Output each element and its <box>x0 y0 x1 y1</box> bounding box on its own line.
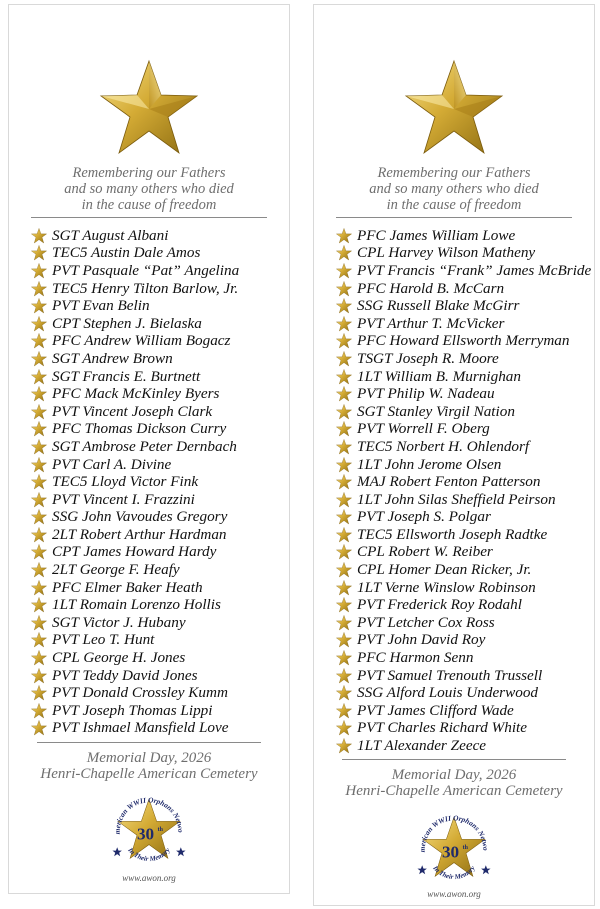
footer <box>314 767 594 799</box>
name-list <box>31 227 285 737</box>
list-item <box>31 509 285 527</box>
small-gold-star-icon <box>31 369 47 385</box>
honoree-name: 2LT Robert Arthur Hardman <box>52 525 227 543</box>
honoree-name: TEC5 Norbert H. Ohlendorf <box>357 437 530 455</box>
small-gold-star-icon <box>31 351 47 367</box>
small-gold-star-icon <box>31 333 47 349</box>
honoree-name: MAJ Robert Fenton Patterson <box>357 473 541 491</box>
honoree-name: SGT August Albani <box>52 226 169 244</box>
small-gold-star-icon <box>336 597 352 613</box>
small-gold-star-icon <box>336 228 352 244</box>
honoree-name: 1LT William B. Murnighan <box>357 367 521 385</box>
divider <box>342 759 566 760</box>
honoree-name: PVT Joseph Thomas Lippi <box>52 701 213 719</box>
list-item <box>31 720 285 738</box>
small-gold-star-icon <box>31 668 47 684</box>
list-item <box>336 579 590 597</box>
small-gold-star-icon <box>31 720 47 736</box>
honoree-name: PVT Donald Crossley Kumm <box>52 684 228 702</box>
footer-line: Henri-Chapelle American Cemetery <box>345 783 563 799</box>
list-item <box>31 702 285 720</box>
honoree-name: CPT James Howard Hardy <box>52 543 217 561</box>
honoree-name: PFC Andrew William Bogacz <box>52 332 231 350</box>
honoree-name: SGT Andrew Brown <box>52 349 173 367</box>
honoree-name: PVT Worrell F. Oberg <box>357 420 490 438</box>
list-item <box>31 456 285 474</box>
list-item <box>31 403 285 421</box>
tagline-line: Remembering our Fathers <box>72 165 226 181</box>
list-item <box>336 473 590 491</box>
website-url: www.awon.org <box>122 873 176 883</box>
seal-bottom-text: In Their Memory <box>126 846 172 864</box>
honoree-name: CPL Robert W. Reiber <box>357 543 493 561</box>
tagline-line: and so many others who died <box>64 181 234 197</box>
name-list <box>336 227 590 755</box>
honoree-name: PVT Charles Richard White <box>357 719 528 737</box>
honoree-name: TEC5 Ellsworth Joseph Radtke <box>357 525 548 543</box>
small-gold-star-icon <box>31 597 47 613</box>
honoree-name: PVT John David Roy <box>357 631 486 649</box>
small-gold-star-icon <box>336 333 352 349</box>
list-item <box>31 227 285 245</box>
small-gold-star-icon <box>336 703 352 719</box>
small-gold-star-icon <box>31 650 47 666</box>
divider <box>37 742 261 743</box>
honoree-name: PVT Letcher Cox Ross <box>357 613 495 631</box>
list-item <box>31 280 285 298</box>
honoree-name: PVT Ishmael Mansfield Love <box>52 719 229 737</box>
list-item <box>31 350 285 368</box>
small-gold-star-icon <box>336 562 352 578</box>
honoree-name: SGT Victor J. Hubany <box>52 613 186 631</box>
list-item <box>31 438 285 456</box>
list-item <box>336 297 590 315</box>
tagline-line: in the cause of freedom <box>386 197 522 213</box>
honoree-name: PVT Frederick Roy Rodahl <box>357 596 522 614</box>
small-gold-star-icon <box>31 404 47 420</box>
small-gold-star-icon <box>31 509 47 525</box>
small-gold-star-icon <box>336 351 352 367</box>
list-item <box>336 385 590 403</box>
footer-line: Memorial Day, 2026 <box>391 767 517 783</box>
honoree-name: SGT Francis E. Burtnett <box>52 367 201 385</box>
small-gold-star-icon <box>336 720 352 736</box>
small-gold-star-icon <box>31 474 47 490</box>
footer-line: Henri-Chapelle American Cemetery <box>40 766 258 782</box>
list-item <box>336 315 590 333</box>
small-gold-star-icon <box>336 298 352 314</box>
list-item <box>336 737 590 755</box>
honoree-name: PVT Samuel Trenouth Trussell <box>357 666 543 684</box>
tagline-line: Remembering our Fathers <box>377 165 531 181</box>
honoree-name: PFC James William Lowe <box>357 226 516 244</box>
list-item <box>31 385 285 403</box>
seal-number-suffix: th <box>462 844 468 851</box>
tagline-line: in the cause of freedom <box>81 197 217 213</box>
footer-line: Memorial Day, 2026 <box>86 750 212 766</box>
gold-star-icon <box>99 59 199 155</box>
small-gold-star-icon <box>336 527 352 543</box>
awon-logo <box>106 787 192 873</box>
honoree-name: SGT Stanley Virgil Nation <box>357 402 515 420</box>
list-item <box>336 456 590 474</box>
honoree-name: PFC Elmer Baker Heath <box>52 578 203 596</box>
small-gold-star-icon <box>31 457 47 473</box>
honoree-name: PVT Francis “Frank” James McBride <box>357 261 592 279</box>
honoree-name: 1LT John Silas Sheffield Peirson <box>357 490 556 508</box>
list-item <box>336 720 590 738</box>
list-item <box>336 491 590 509</box>
small-gold-star-icon <box>31 632 47 648</box>
honoree-name: PVT Teddy David Jones <box>52 666 198 684</box>
honoree-name: PVT Pasquale “Pat” Angelina <box>52 261 240 279</box>
honoree-name: 1LT Romain Lorenzo Hollis <box>52 596 221 614</box>
honoree-name: PFC Howard Ellsworth Merryman <box>357 332 570 350</box>
honoree-name: PVT Arthur T. McVicker <box>357 314 505 332</box>
small-gold-star-icon <box>31 703 47 719</box>
tagline <box>314 165 594 213</box>
honoree-name: PVT Evan Belin <box>52 297 150 315</box>
small-gold-star-icon <box>336 369 352 385</box>
small-gold-star-icon <box>336 457 352 473</box>
honoree-name: 1LT John Jerome Olsen <box>357 455 502 473</box>
small-gold-star-icon <box>336 632 352 648</box>
small-gold-star-icon <box>31 580 47 596</box>
list-item <box>336 632 590 650</box>
small-gold-star-icon <box>336 386 352 402</box>
list-item <box>336 280 590 298</box>
small-gold-star-icon <box>336 245 352 261</box>
left-bookmark-card <box>8 4 290 894</box>
small-gold-star-icon <box>31 615 47 631</box>
honoree-name: 1LT Verne Winslow Robinson <box>357 578 536 596</box>
gold-star-icon <box>404 59 504 155</box>
seal-number-suffix: th <box>157 826 163 833</box>
list-item <box>31 579 285 597</box>
honoree-name: PVT Carl A. Divine <box>52 455 172 473</box>
small-gold-star-icon <box>336 404 352 420</box>
right-bookmark-card <box>313 4 595 906</box>
small-gold-star-icon <box>336 685 352 701</box>
small-gold-star-icon <box>336 650 352 666</box>
small-gold-star-icon <box>336 668 352 684</box>
list-item <box>31 333 285 351</box>
seal-bottom-text: In Their Memory <box>431 864 477 882</box>
list-item <box>336 227 590 245</box>
list-item <box>336 614 590 632</box>
small-gold-star-icon <box>31 316 47 332</box>
list-item <box>336 262 590 280</box>
list-item <box>336 544 590 562</box>
small-gold-star-icon <box>31 439 47 455</box>
honoree-name: 1LT Alexander Zeece <box>357 737 487 755</box>
small-gold-star-icon <box>336 580 352 596</box>
small-gold-star-icon <box>336 439 352 455</box>
honoree-name: TEC5 Henry Tilton Barlow, Jr. <box>52 279 239 297</box>
website-url: www.awon.org <box>427 889 481 899</box>
honoree-name: PVT James Clifford Wade <box>357 701 514 719</box>
honoree-name: PVT Philip W. Nadeau <box>357 385 495 403</box>
honoree-name: PFC Harmon Senn <box>357 649 474 667</box>
small-gold-star-icon <box>336 263 352 279</box>
small-gold-star-icon <box>336 615 352 631</box>
awon-seal-graphic <box>106 787 192 873</box>
honoree-name: PFC Mack McKinley Byers <box>52 385 220 403</box>
list-item <box>31 596 285 614</box>
honoree-name: CPT Stephen J. Bielaska <box>52 314 202 332</box>
small-gold-star-icon <box>336 421 352 437</box>
list-item <box>31 368 285 386</box>
honoree-name: CPL Harvey Wilson Matheny <box>357 244 536 262</box>
small-gold-star-icon <box>336 474 352 490</box>
list-item <box>31 421 285 439</box>
small-gold-star-icon <box>31 245 47 261</box>
footer <box>9 750 289 782</box>
list-item <box>31 667 285 685</box>
small-gold-star-icon <box>31 298 47 314</box>
small-gold-star-icon <box>336 492 352 508</box>
list-item <box>336 649 590 667</box>
small-gold-star-icon <box>31 562 47 578</box>
small-gold-star-icon <box>31 527 47 543</box>
small-gold-star-icon <box>336 281 352 297</box>
tagline-line: and so many others who died <box>369 181 539 197</box>
honoree-name: PFC Harold B. McCarn <box>357 279 505 297</box>
list-item <box>31 315 285 333</box>
seal-top-text: merican WWII Orphans Netwo <box>112 795 186 835</box>
awon-logo <box>411 805 497 891</box>
honoree-name: CPL Homer Dean Ricker, Jr. <box>357 561 532 579</box>
list-item <box>336 438 590 456</box>
list-item <box>336 702 590 720</box>
small-gold-star-icon <box>336 738 352 754</box>
list-item <box>31 526 285 544</box>
honoree-name: CPL George H. Jones <box>52 649 186 667</box>
small-gold-star-icon <box>336 316 352 332</box>
list-item <box>31 473 285 491</box>
list-item <box>31 561 285 579</box>
divider <box>31 217 267 218</box>
list-item <box>31 684 285 702</box>
seal-number: 30 <box>136 824 155 844</box>
honoree-name: TEC5 Austin Dale Amos <box>52 244 201 262</box>
list-item <box>31 544 285 562</box>
honoree-name: SSG Russell Blake McGirr <box>357 297 520 315</box>
honoree-name: PFC Thomas Dickson Curry <box>52 420 227 438</box>
awon-seal-graphic <box>411 805 497 891</box>
list-item <box>31 614 285 632</box>
tagline <box>9 165 289 213</box>
list-item <box>336 561 590 579</box>
list-item <box>336 245 590 263</box>
seal-top-text: merican WWII Orphans Netwo <box>417 813 491 853</box>
honoree-name: PVT Vincent Joseph Clark <box>52 402 213 420</box>
list-item <box>31 262 285 280</box>
small-gold-star-icon <box>31 263 47 279</box>
small-gold-star-icon <box>31 386 47 402</box>
honoree-name: PVT Leo T. Hunt <box>52 631 155 649</box>
small-gold-star-icon <box>31 544 47 560</box>
small-gold-star-icon <box>336 509 352 525</box>
seal-number: 30 <box>441 842 460 862</box>
list-item <box>336 333 590 351</box>
honoree-name: SGT Ambrose Peter Dernbach <box>52 437 237 455</box>
honoree-name: SSG Alford Louis Underwood <box>357 684 539 702</box>
list-item <box>31 491 285 509</box>
list-item <box>336 368 590 386</box>
small-gold-star-icon <box>31 281 47 297</box>
divider <box>336 217 572 218</box>
svg-text:In Their Memory <box>126 846 173 863</box>
list-item <box>336 350 590 368</box>
honoree-name: 2LT George F. Heafy <box>52 561 180 579</box>
small-gold-star-icon <box>31 421 47 437</box>
honoree-name: TEC5 Lloyd Victor Fink <box>52 473 199 491</box>
small-gold-star-icon <box>31 228 47 244</box>
list-item <box>336 667 590 685</box>
small-gold-star-icon <box>31 685 47 701</box>
list-item <box>336 403 590 421</box>
list-item <box>31 649 285 667</box>
list-item <box>336 421 590 439</box>
list-item <box>336 684 590 702</box>
honoree-name: PVT Joseph S. Polgar <box>357 508 491 526</box>
list-item <box>336 509 590 527</box>
list-item <box>31 632 285 650</box>
small-gold-star-icon <box>336 544 352 560</box>
honoree-name: SSG John Vavoudes Gregory <box>52 508 228 526</box>
svg-text:In Their Memory <box>431 864 478 881</box>
list-item <box>336 596 590 614</box>
list-item <box>31 245 285 263</box>
list-item <box>336 526 590 544</box>
small-gold-star-icon <box>31 492 47 508</box>
honoree-name: PVT Vincent I. Frazzini <box>52 490 195 508</box>
list-item <box>31 297 285 315</box>
honoree-name: TSGT Joseph R. Moore <box>357 349 499 367</box>
